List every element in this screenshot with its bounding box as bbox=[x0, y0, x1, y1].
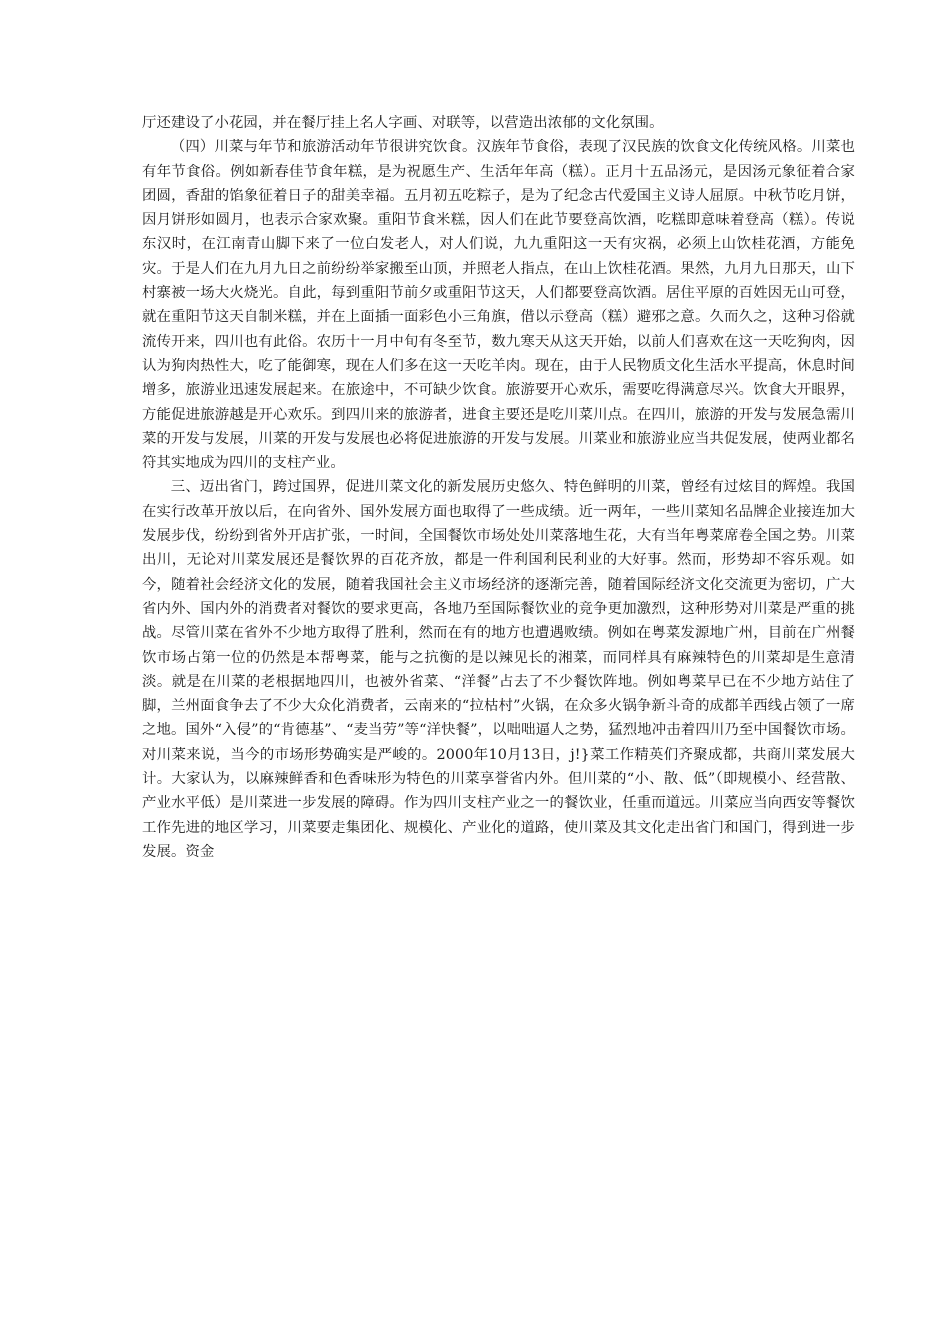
paragraph-festivals-tourism: （四）川菜与年节和旅游活动年节很讲究饮食。汉族年节食俗，表现了汉民族的饮食文化传统风格。川菜也有年节食俗。例如新春佳节食年糕，是为祝愿生产、生活年年高（糕）。正月十五品汤元，是因汤元象征着合家团圆，香甜的馅象征着日子的甜美幸福。五月初五吃粽子，是为了纪念古代爱国主义诗人屈原。中秋节吃月饼，因月饼形如圆月，也表示合家欢聚。重阳节食米糕，因人们在此节要登高饮酒，吃糕即意味着登高（糕）。传说东汉时，在江南青山脚下来了一位白发老人，对人们说，九九重阳这一天有灾祸，必须上山饮桂花酒，方能免灾。于是人们在九月九日之前纷纷举家搬至山顶，并照老人指点，在山上饮桂花酒。果然，九月九日那天，山下村寨被一场大火烧光。自此，每到重阳节前夕或重阳节这天，人们都要登高饮酒。居住平原的百姓因无山可登，就在重阳节这天自制米糕，并在上面插一面彩色小三角旗，借以示登高（糕）避邪之意。久而久之，这种习俗就流传开来，四川也有此俗。农历十一月中旬有冬至节，数九寒天从这天开始，以前人们喜欢在这一天吃狗肉，因认为狗肉热性大，吃了能御寒，现在人们多在这一天吃羊肉。现在，由于人民物质文化生活水平提高，休息时间增多，旅游业迅速发展起来。在旅途中，不可缺少饮食。旅游要开心欢乐，需要吃得满意尽兴。饮食大开眼界，方能促进旅游越是开心欢乐。到四川来的旅游者，进食主要还是吃川菜川点。在四川，旅游的开发与发展急需川菜的开发与发展，川菜的开发与发展也必将促进旅游的开发与发展。川菜业和旅游业应当共促发展，使两业都名符其实地成为四川的支柱产业。 bbox=[142, 139, 855, 472]
document-body bbox=[142, 111, 855, 864]
paragraph-continuation: 厅还建设了小花园，并在餐厅挂上名人字画、对联等，以营造出浓郁的文化氛围。 bbox=[142, 115, 664, 131]
paragraph-beyond-borders: 三、迈出省门，跨过国界，促进川菜文化的新发展历史悠久、特色鲜明的川菜，曾经有过炫目的辉煌。我国在实行改革开放以后，在向省外、国外发展方面也取得了一些成绩。近一两年，一些川菜知名品牌企业接连加大发展步伐，纷纷到省外开店扩张，一时间，全国餐饮市场处处川菜落地生花，大有当年粤菜席卷全国之势。川菜出川，无论对川菜发展还是餐饮界的百花齐放，都是一件利国利民利业的大好事。然而，形势却不容乐观。如今，随着社会经济文化的发展，随着我国社会主义市场经济的逐渐完善，随着国际经济文化交流更为密切，广大省内外、国内外的消费者对餐饮的要求更高，各地乃至国际餐饮业的竞争更加激烈，这种形势对川菜是严重的挑战。尽管川菜在省外不少地方取得了胜利，然而在有的地方也遭遇败绩。例如在粤菜发源地广州，目前在广州餐饮市场占第一位的仍然是本帮粤菜，能与之抗衡的是以辣见长的湘菜，而同样具有麻辣特色的川菜却是生意清淡。就是在川菜的老根据地四川，也被外省菜、“洋餐”占去了不少餐饮阵地。例如粤菜早已在不少地方站住了脚，兰州面食争去了不少大众化消费者，云南来的“拉枯村”火锅，在众多火锅争新斗奇的成都羊西线占领了一席之地。国外“入侵”的“肯德基”、“麦当劳”等“洋快餐”，以咄咄逼人之势，猛烈地冲击着四川乃至中国餐饮市场。对川菜来说，当今的市场形势确实是严峻的。2000年10月13日，j!}菜工作精英们齐聚成都，共商川菜发展大计。大家认为，以麻辣鲜香和色香味形为特色的川菜享誉省内外。但川菜的“小、散、低”（即规模小、经营散、产业水平低）是川菜进一步发展的障碍。作为四川支柱产业之一的餐饮业，任重而道远。川菜应当向西安等餐饮工作先进的地区学习，川菜要走集团化、规模化、产业化的道路，使川菜及其文化走出省门和国门，得到进一步发展。资金 bbox=[142, 479, 855, 860]
